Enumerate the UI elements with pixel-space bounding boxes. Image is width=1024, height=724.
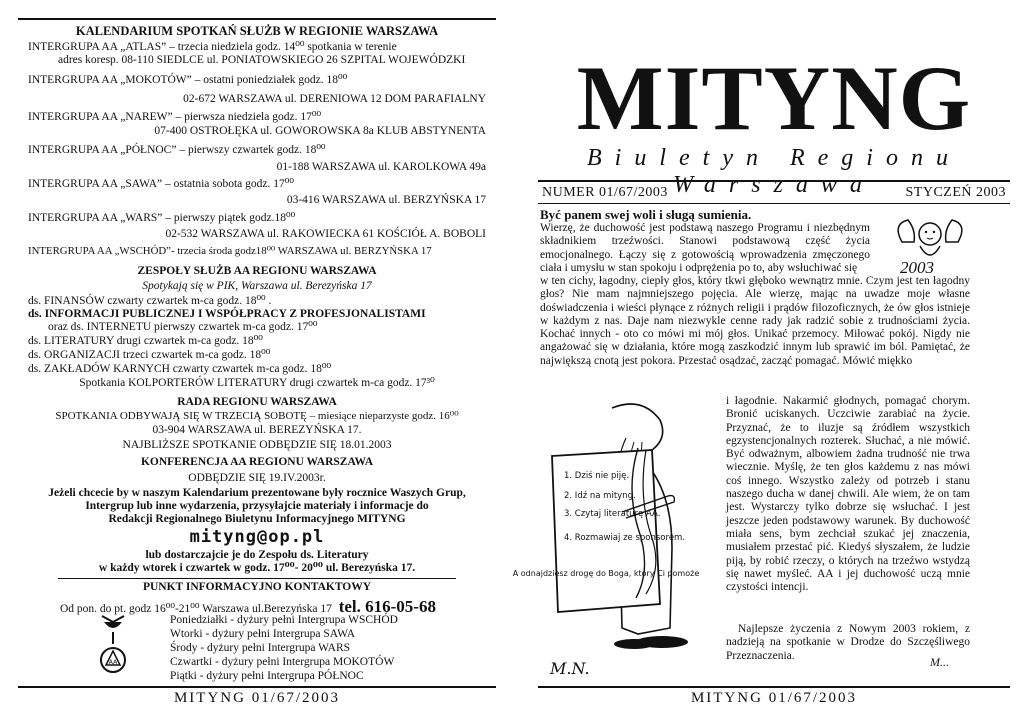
article-para-full: w ten cichy, łagodny, ciepły głos, który tkwi głęboko wewnątrz mnie. Czym jest ten łagodny głos? Nie mam najmniejszego pojęcia. Ale wierzę, mając na uwadze moje własne doświadczenia i wieści płynące z różnych religii i prądów filozoficznych, że ów głos istnieje w każdym z nas. Daje nam niezwykle cenne rady jak radzić sobie z trudnościami życia. Kochać innych - oto co mówi mi mój głos. Unikać przemocy. Miłować pokój. Nigdy nie angażować się w działania, które mogą zaszkodzić innym lub sprawić im ból. Pamiętać, że największą cnotą jest pokora. Przestać osądzać, zacząć pomagać. Mówić miękko bbox=[540, 275, 970, 367]
right-page bbox=[512, 0, 1010, 724]
intergroup-polnoc-address: 01-188 WARSZAWA ul. KAROLKOWA 49a bbox=[276, 161, 486, 173]
left-page bbox=[18, 0, 496, 724]
after-email-2: w każdy wtorek i czwartek w godz. 17⁰⁰- 20⁰⁰ ul. Berezyńska 17. bbox=[98, 562, 416, 574]
top-rule bbox=[18, 18, 496, 20]
masthead-title: MITYNG bbox=[576, 47, 972, 149]
kolporterzy: Spotkania KOLPORTERÓW LITERATURY drugi czwartek m-ca godz. 17³⁰ bbox=[79, 377, 435, 389]
ds-zaklady-karne: ds. ZAKŁADÓW KARNYCH czwarty czwartek m-ca godz. 18⁰⁰ bbox=[28, 363, 332, 375]
ds-finanse: ds. FINANSÓW czwarty czwartek m-ca godz. 18⁰⁰ . bbox=[28, 295, 272, 307]
intergroup-atlas: INTERGRUPA AA „ATLAS” – trzecia niedziela godz. 14⁰⁰ spotkania w terenie bbox=[28, 41, 397, 53]
board-line-2: 2. Idź na mityng. bbox=[564, 491, 636, 501]
rada-line-1: SPOTKANIA ODBYWAJĄ SIĘ W TRZECIĄ SOBOTĘ – miesiące nieparzyste godz. 16⁰⁰ bbox=[55, 410, 459, 422]
ds-organizacja: ds. ORGANIZACJI trzeci czwartek m-ca godz. 18⁰⁰ bbox=[28, 349, 271, 361]
intergroup-narew-address: 07-400 OSTROŁĘKA ul. GOWOROWSKA 8a KLUB ABSTYNENTA bbox=[154, 125, 486, 137]
issue-bottom-rule bbox=[538, 203, 1010, 204]
intergroup-atlas-address: adres koresp. 08-110 SIEDLCE ul. PONIATOWSKIEGO 26 SZPITAL WOJEWÓDZKI bbox=[58, 54, 466, 66]
duty-tuesday: Wtorki - dyżury pełni Intergrupa SAWA bbox=[170, 628, 356, 640]
board-line-3: 3. Czytaj literaturę AA. bbox=[564, 509, 661, 519]
intergroup-mokotow-address: 02-672 WARSZAWA ul. DERENIOWA 12 DOM PARAFIALNY bbox=[183, 93, 486, 105]
intergroup-wars-address: 02-532 WARSZAWA ul. RAKOWIECKA 61 KOŚCIÓŁ A. BOBOLI bbox=[165, 228, 486, 240]
punkt-title: PUNKT INFORMACYJNO KONTAKTOWY bbox=[142, 581, 372, 593]
zespoly-subtitle: Spotykają się w PIK, Warszawa ul. Berezyńska 17 bbox=[142, 280, 372, 292]
issue-number: NUMER 01/67/2003 bbox=[542, 185, 668, 200]
calendar-title: KALENDARIUM SPOTKAŃ SŁUŻB W REGIONIE WARSZAWA bbox=[75, 24, 439, 38]
ds-internet: oraz ds. INTERNETU pierwszy czwartek m-ca godz. 17⁰⁰ bbox=[48, 321, 318, 333]
article-para-side: i łagodnie. Nakarmić głodnych, pomagać chorym. Bronić uciskanych. Uczciwie zarabiać na życie. Przyznać, że to iluzje są źródłem wszystkich egzystencjonalnych rozterek. Słuchać, a nie mówić. Być odważnym, albowiem żadna trudność nie trwa wiecznie. Myślę, że ten głos każdemu z nas mówi coś innego. Wszystko zależy od potrzeb i stanu naszego ducha w danej chwili. Ale wiem, że on tam jest. Wystarczy tylko dobrze się wsłuchać. I jest jeszcze jeden podstawowy warunek. By duchowość miała sens, bym zechciał szukać jej znaczenia, musiałem przestać pić. Kiedyś słyszałem, że ludzie piją, by robić rzeczy, o których na trzeźwo wstydzą się nawet myśleć. AA i jej duchowość uczą mnie czystości intencji. bbox=[726, 395, 970, 594]
issue-month: STYCZEŃ 2003 bbox=[905, 185, 1006, 200]
svg-text:AA: AA bbox=[108, 659, 118, 666]
aa-logo-icon bbox=[98, 612, 128, 676]
duty-thursday: Czwartki - dyżury pełni Intergrupa MOKOTÓW bbox=[170, 656, 395, 668]
right-footer: MITYNG 01/67/2003 bbox=[690, 690, 858, 706]
intergroup-sawa-address: 03-416 WARSZAWA ul. BERZYŃSKA 17 bbox=[286, 194, 486, 206]
rada-line-2: 03-904 WARSZAWA ul. BEREZYŃSKA 17. bbox=[152, 424, 362, 436]
right-bottom-rule bbox=[538, 686, 1010, 688]
after-email-1: lub dostarczajcie je do Zespołu ds. Literatury bbox=[145, 549, 369, 561]
ds-informacja: ds. INFORMACJI PUBLICZNEJ I WSPÓŁPRACY Z PROFESJONALISTAMI bbox=[28, 308, 426, 320]
zespoly-title: ZESPOŁY SŁUŻB AA REGIONU WARSZAWA bbox=[137, 265, 377, 277]
notice-line-1: Jeżeli chcecie by w naszym Kalendarium prezentowane były rocznice Waszych Grup, bbox=[48, 487, 466, 499]
ds-literatura: ds. LITERATURY drugi czwartek m-ca godz. 18⁰⁰ bbox=[28, 335, 263, 347]
intergroup-wars: INTERGRUPA AA „WARS” – pierwszy piątek godz.18⁰⁰ bbox=[28, 212, 296, 224]
intergroup-wschod: INTERGRUPA AA „WSCHÓD”- trzecia środa godz18⁰⁰ WARSZAWA ul. BERZYŃSKA 17 bbox=[28, 245, 432, 257]
notice-line-3: Redakcji Regionalnego Biuletynu Informacyjnego MITYNG bbox=[108, 513, 406, 525]
article-para-top: Wierzę, że duchowość jest podstawą naszego Programu i niezbędnym składnikiem trzeźwości. Stanowi podstawową część życia emocjonalnego. Łączy się z gotowością wprowadzenia zmęczonego ciała i umysłu w stan spokoju i odprężenia po to, aby wsłuchiwać się bbox=[540, 222, 870, 274]
phone-number: tel. 616-05-68 bbox=[338, 597, 436, 616]
rada-title: RADA REGIONU WARSZAWA bbox=[177, 396, 337, 408]
masthead-subtitle: Biuletyn Regionu Warszawa bbox=[587, 145, 961, 198]
article-title: Być panem swej woli i sługą sumienia. bbox=[540, 207, 752, 222]
intergroup-sawa: INTERGRUPA AA „SAWA” – ostatnia sobota godz. 17⁰⁰ bbox=[28, 178, 294, 190]
divider bbox=[58, 578, 456, 579]
article-para-end: Najlepsze życzenia z Nowym 2003 rokiem, z nadzieją na spotkanie w Drodze do Szczęśliwego Przeznaczenia. bbox=[726, 623, 970, 662]
board-line-1: 1. Dziś nie piję. bbox=[564, 471, 630, 481]
intergroup-mokotow: INTERGRUPA AA „MOKOTÓW” – ostatni poniedziałek godz. 18⁰⁰ bbox=[28, 74, 348, 86]
duty-monday: Poniedziałki - dyżury pełni Intergrupa WSCHÓD bbox=[170, 614, 398, 626]
punkt-line: Od pon. do pt. godz 16⁰⁰-21⁰⁰ Warszawa ul.Berezyńska 17 tel. 616-05-68 bbox=[60, 597, 436, 616]
konferencja-date: ODBĘDZIE SIĘ 19.IV.2003r. bbox=[188, 472, 326, 484]
issue-top-rule bbox=[538, 180, 1010, 182]
illustration-initials: M.N. bbox=[550, 659, 590, 678]
intergroup-polnoc: INTERGRUPA AA „PÓŁNOC” – pierwszy czwartek godz. 18⁰⁰ bbox=[28, 144, 326, 156]
sage-with-board-illustration bbox=[512, 398, 722, 678]
board-bottom: A odnajdziesz drogę do Boga, który Ci pomoże bbox=[512, 569, 700, 578]
left-footer: MITYNG 01/67/2003 bbox=[173, 690, 341, 706]
duty-friday: Piątki - dyżury pełni Intergrupa PÓŁNOC bbox=[170, 670, 364, 682]
rada-line-3: NAJBLIŻSZE SPOTKANIE ODBĘDZIE SIĘ 18.01.2003 bbox=[122, 439, 392, 451]
konferencja-title: KONFERENCJA AA REGIONU WARSZAWA bbox=[140, 456, 374, 468]
svg-text:A odnajdziesz drogę do Boga, k bbox=[513, 568, 700, 578]
board-line-4: 4. Rozmawiaj ze sponsorem. bbox=[564, 533, 686, 543]
notice-line-2: Intergrup lub inne wydarzenia, przysyłajcie materiały i informacje do bbox=[85, 500, 429, 512]
signature: M... bbox=[930, 655, 949, 669]
year-label: 2003 bbox=[900, 258, 934, 277]
bottom-rule bbox=[18, 686, 496, 688]
intergroup-narew: INTERGRUPA AA „NAREW” – pierwsza niedziela godz. 17⁰⁰ bbox=[28, 111, 322, 123]
duty-wednesday: Środy - dyżury pełni Intergrupa WARS bbox=[170, 642, 351, 654]
email-link[interactable]: mityng@op.pl bbox=[189, 527, 325, 547]
